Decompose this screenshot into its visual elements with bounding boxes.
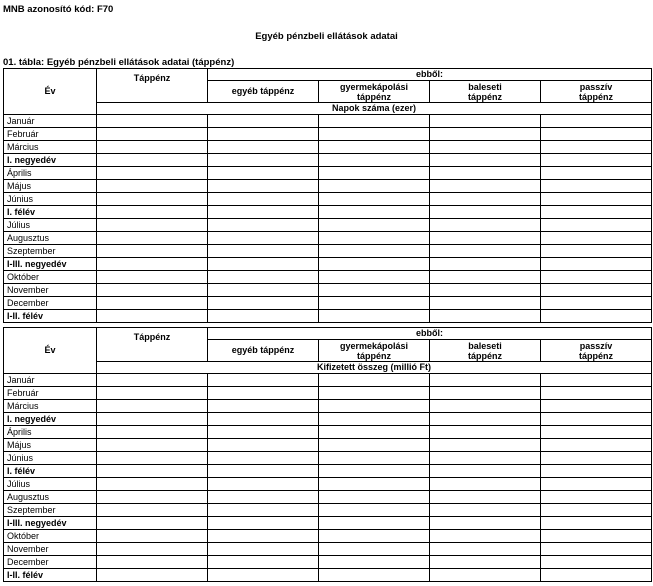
data-cell[interactable] xyxy=(319,543,430,556)
data-cell[interactable] xyxy=(208,504,319,517)
col-header-passziv: passzív táppénz xyxy=(541,340,652,362)
data-cell[interactable] xyxy=(319,115,430,128)
data-cell[interactable] xyxy=(208,167,319,180)
data-cell[interactable] xyxy=(541,154,652,167)
row-label: I-III. negyedév xyxy=(4,517,97,530)
data-cell[interactable] xyxy=(430,569,541,582)
col-header-baleseti: baleseti táppénz xyxy=(430,340,541,362)
table-row xyxy=(4,452,652,465)
table-row xyxy=(4,374,652,387)
data-cell[interactable] xyxy=(319,128,430,141)
data-cell[interactable] xyxy=(319,219,430,232)
data-cell[interactable] xyxy=(541,400,652,413)
row-label: Július xyxy=(4,219,97,232)
data-cell[interactable] xyxy=(319,439,430,452)
data-cell[interactable] xyxy=(208,258,319,271)
data-cell[interactable] xyxy=(97,219,208,232)
table-amount xyxy=(3,327,652,582)
row-label: I-III. negyedév xyxy=(4,258,97,271)
table-row xyxy=(4,167,652,180)
data-cell[interactable] xyxy=(541,517,652,530)
data-cell[interactable] xyxy=(541,284,652,297)
data-cell[interactable] xyxy=(430,258,541,271)
data-cell[interactable] xyxy=(97,141,208,154)
col-header-ev: Év xyxy=(4,69,97,115)
data-cell[interactable] xyxy=(430,439,541,452)
data-cell[interactable] xyxy=(319,271,430,284)
data-cell[interactable] xyxy=(208,297,319,310)
col-header-gyermek: gyermekápolási táppénz xyxy=(319,81,430,103)
table-row xyxy=(4,569,652,582)
row-label: I-II. félév xyxy=(4,310,97,323)
table-row xyxy=(4,387,652,400)
row-label: Március xyxy=(4,400,97,413)
data-cell[interactable] xyxy=(319,310,430,323)
data-cell[interactable] xyxy=(208,310,319,323)
col-header-ev: Év xyxy=(4,328,97,374)
data-cell[interactable] xyxy=(319,154,430,167)
data-cell[interactable] xyxy=(97,387,208,400)
data-cell[interactable] xyxy=(430,297,541,310)
data-cell[interactable] xyxy=(97,271,208,284)
data-cell[interactable] xyxy=(541,478,652,491)
data-cell[interactable] xyxy=(319,569,430,582)
data-cell[interactable] xyxy=(208,439,319,452)
table-row xyxy=(4,491,652,504)
data-cell[interactable] xyxy=(97,465,208,478)
row-label: November xyxy=(4,284,97,297)
data-cell[interactable] xyxy=(97,439,208,452)
data-cell[interactable] xyxy=(430,452,541,465)
table-row xyxy=(4,530,652,543)
data-cell[interactable] xyxy=(541,258,652,271)
table-row xyxy=(4,180,652,193)
col-header-egyeb: egyéb táppénz xyxy=(208,340,319,362)
data-cell[interactable] xyxy=(430,491,541,504)
data-cell[interactable] xyxy=(319,556,430,569)
col-header-gyermek: gyermekápolási táppénz xyxy=(319,340,430,362)
row-label: Augusztus xyxy=(4,491,97,504)
data-cell[interactable] xyxy=(541,465,652,478)
data-cell[interactable] xyxy=(319,413,430,426)
data-cell[interactable] xyxy=(208,245,319,258)
data-cell[interactable] xyxy=(430,556,541,569)
data-cell[interactable] xyxy=(97,530,208,543)
data-cell[interactable] xyxy=(430,245,541,258)
data-cell[interactable] xyxy=(319,504,430,517)
row-label: Szeptember xyxy=(4,245,97,258)
data-cell[interactable] xyxy=(430,517,541,530)
data-cell[interactable] xyxy=(97,310,208,323)
data-cell[interactable] xyxy=(208,465,319,478)
data-cell[interactable] xyxy=(97,452,208,465)
data-cell[interactable] xyxy=(97,245,208,258)
table-body-amount xyxy=(4,328,652,582)
data-cell[interactable] xyxy=(208,115,319,128)
table-row xyxy=(4,439,652,452)
data-cell[interactable] xyxy=(319,193,430,206)
data-cell[interactable] xyxy=(430,478,541,491)
data-cell[interactable] xyxy=(208,452,319,465)
data-cell[interactable] xyxy=(208,569,319,582)
row-label: Június xyxy=(4,452,97,465)
mnb-code: MNB azonosító kód: F70 xyxy=(3,4,114,15)
row-label: Február xyxy=(4,128,97,141)
unit-label: Napok száma (ezer) xyxy=(97,103,652,115)
data-cell[interactable] xyxy=(97,413,208,426)
data-cell[interactable] xyxy=(541,193,652,206)
table-row xyxy=(4,426,652,439)
data-cell[interactable] xyxy=(430,141,541,154)
data-cell[interactable] xyxy=(208,219,319,232)
data-cell[interactable] xyxy=(208,400,319,413)
data-cell[interactable] xyxy=(541,387,652,400)
data-cell[interactable] xyxy=(97,491,208,504)
data-cell[interactable] xyxy=(97,180,208,193)
data-cell[interactable] xyxy=(97,478,208,491)
data-cell[interactable] xyxy=(97,556,208,569)
data-cell[interactable] xyxy=(208,543,319,556)
row-label: Június xyxy=(4,193,97,206)
data-cell[interactable] xyxy=(319,387,430,400)
data-cell[interactable] xyxy=(319,167,430,180)
data-cell[interactable] xyxy=(208,517,319,530)
data-cell[interactable] xyxy=(430,271,541,284)
data-cell[interactable] xyxy=(541,245,652,258)
col-header-egyeb: egyéb táppénz xyxy=(208,81,319,103)
table-days xyxy=(3,68,652,323)
data-cell[interactable] xyxy=(319,374,430,387)
data-cell[interactable] xyxy=(208,413,319,426)
table-row xyxy=(4,284,652,297)
data-cell[interactable] xyxy=(208,154,319,167)
data-cell[interactable] xyxy=(97,284,208,297)
row-label: Május xyxy=(4,180,97,193)
row-label: Július xyxy=(4,478,97,491)
table-title: 01. tábla: Egyéb pénzbeli ellátások adatai (táppénz) xyxy=(3,57,235,68)
data-cell[interactable] xyxy=(97,426,208,439)
data-cell[interactable] xyxy=(430,426,541,439)
data-cell[interactable] xyxy=(430,387,541,400)
data-cell[interactable] xyxy=(319,141,430,154)
data-cell[interactable] xyxy=(208,180,319,193)
data-cell[interactable] xyxy=(208,387,319,400)
data-cell[interactable] xyxy=(97,154,208,167)
data-cell[interactable] xyxy=(319,491,430,504)
data-cell[interactable] xyxy=(208,284,319,297)
data-cell[interactable] xyxy=(541,530,652,543)
data-cell[interactable] xyxy=(541,219,652,232)
unit-label: Kifizetett összeg (millió Ft) xyxy=(97,362,652,374)
data-cell[interactable] xyxy=(319,400,430,413)
table-body-days xyxy=(4,69,652,323)
table-row xyxy=(4,206,652,219)
data-cell[interactable] xyxy=(97,115,208,128)
data-cell[interactable] xyxy=(319,232,430,245)
table-row xyxy=(4,297,652,310)
table-row xyxy=(4,413,652,426)
col-header-ebbol: ebből: xyxy=(208,328,652,340)
data-cell[interactable] xyxy=(541,297,652,310)
table-row xyxy=(4,543,652,556)
data-cell[interactable] xyxy=(319,452,430,465)
data-cell[interactable] xyxy=(541,232,652,245)
row-label: I. negyedév xyxy=(4,413,97,426)
table-row xyxy=(4,219,652,232)
data-cell[interactable] xyxy=(319,465,430,478)
data-cell[interactable] xyxy=(208,141,319,154)
col-header-passziv: passzív táppénz xyxy=(541,81,652,103)
data-cell[interactable] xyxy=(541,504,652,517)
col-header-baleseti: baleseti táppénz xyxy=(430,81,541,103)
row-label: Április xyxy=(4,426,97,439)
row-label: I. félév xyxy=(4,206,97,219)
data-cell[interactable] xyxy=(97,297,208,310)
data-cell[interactable] xyxy=(208,478,319,491)
col-header-tappenz: Táppénz xyxy=(97,69,208,103)
table-row xyxy=(4,517,652,530)
data-cell[interactable] xyxy=(541,569,652,582)
data-cell[interactable] xyxy=(430,128,541,141)
data-cell[interactable] xyxy=(541,439,652,452)
row-label: Szeptember xyxy=(4,504,97,517)
data-cell[interactable] xyxy=(541,141,652,154)
data-cell[interactable] xyxy=(541,167,652,180)
row-label: Október xyxy=(4,530,97,543)
row-label: Március xyxy=(4,141,97,154)
data-cell[interactable] xyxy=(97,128,208,141)
data-cell[interactable] xyxy=(319,530,430,543)
table-row xyxy=(4,115,652,128)
table-row xyxy=(4,556,652,569)
data-cell[interactable] xyxy=(97,569,208,582)
data-cell[interactable] xyxy=(430,284,541,297)
data-cell[interactable] xyxy=(208,128,319,141)
data-cell[interactable] xyxy=(541,543,652,556)
data-cell[interactable] xyxy=(208,556,319,569)
data-cell[interactable] xyxy=(541,115,652,128)
data-cell[interactable] xyxy=(97,258,208,271)
data-cell[interactable] xyxy=(430,206,541,219)
data-cell[interactable] xyxy=(97,167,208,180)
table-row xyxy=(4,232,652,245)
data-cell[interactable] xyxy=(430,543,541,556)
table-row xyxy=(4,465,652,478)
data-cell[interactable] xyxy=(430,374,541,387)
data-cell[interactable] xyxy=(97,504,208,517)
row-label: December xyxy=(4,556,97,569)
table-row xyxy=(4,504,652,517)
data-cell[interactable] xyxy=(319,258,430,271)
table-row xyxy=(4,245,652,258)
data-cell[interactable] xyxy=(97,206,208,219)
data-cell[interactable] xyxy=(430,530,541,543)
data-cell[interactable] xyxy=(319,426,430,439)
row-label: Február xyxy=(4,387,97,400)
table-row xyxy=(4,271,652,284)
data-cell[interactable] xyxy=(208,232,319,245)
data-cell[interactable] xyxy=(97,400,208,413)
data-cell[interactable] xyxy=(97,374,208,387)
row-label: Október xyxy=(4,271,97,284)
data-cell[interactable] xyxy=(541,128,652,141)
data-cell[interactable] xyxy=(430,167,541,180)
row-label: Május xyxy=(4,439,97,452)
col-header-tappenz: Táppénz xyxy=(97,328,208,362)
data-cell[interactable] xyxy=(430,180,541,193)
row-label: December xyxy=(4,297,97,310)
data-cell[interactable] xyxy=(319,206,430,219)
data-cell[interactable] xyxy=(208,206,319,219)
table-row xyxy=(4,193,652,206)
data-cell[interactable] xyxy=(430,154,541,167)
table-row xyxy=(4,154,652,167)
data-cell[interactable] xyxy=(208,193,319,206)
row-label: Január xyxy=(4,115,97,128)
table-row xyxy=(4,128,652,141)
data-cell[interactable] xyxy=(208,271,319,284)
data-cell[interactable] xyxy=(541,374,652,387)
data-cell[interactable] xyxy=(430,115,541,128)
data-cell[interactable] xyxy=(319,297,430,310)
data-cell[interactable] xyxy=(541,426,652,439)
data-cell[interactable] xyxy=(541,180,652,193)
data-cell[interactable] xyxy=(97,193,208,206)
data-cell[interactable] xyxy=(319,245,430,258)
data-cell[interactable] xyxy=(541,556,652,569)
table-row xyxy=(4,141,652,154)
data-cell[interactable] xyxy=(430,400,541,413)
row-label: Április xyxy=(4,167,97,180)
data-cell[interactable] xyxy=(319,180,430,193)
data-cell[interactable] xyxy=(541,310,652,323)
row-label: I. negyedév xyxy=(4,154,97,167)
data-cell[interactable] xyxy=(430,465,541,478)
data-cell[interactable] xyxy=(97,543,208,556)
row-label: Január xyxy=(4,374,97,387)
row-label: I-II. félév xyxy=(4,569,97,582)
data-cell[interactable] xyxy=(319,478,430,491)
data-cell[interactable] xyxy=(541,413,652,426)
row-label: Augusztus xyxy=(4,232,97,245)
data-cell[interactable] xyxy=(541,271,652,284)
table-row xyxy=(4,310,652,323)
table-row xyxy=(4,478,652,491)
data-cell[interactable] xyxy=(430,232,541,245)
data-cell[interactable] xyxy=(319,284,430,297)
table-row xyxy=(4,258,652,271)
data-cell[interactable] xyxy=(430,219,541,232)
data-cell[interactable] xyxy=(541,491,652,504)
row-label: I. félév xyxy=(4,465,97,478)
data-cell[interactable] xyxy=(208,491,319,504)
col-header-ebbol: ebből: xyxy=(208,69,652,81)
row-label: November xyxy=(4,543,97,556)
data-cell[interactable] xyxy=(97,232,208,245)
document-title: Egyéb pénzbeli ellátások adatai xyxy=(255,31,398,42)
data-cell[interactable] xyxy=(430,413,541,426)
data-cell[interactable] xyxy=(319,517,430,530)
data-cell[interactable] xyxy=(541,452,652,465)
data-cell[interactable] xyxy=(97,517,208,530)
data-cell[interactable] xyxy=(430,310,541,323)
data-cell[interactable] xyxy=(208,426,319,439)
data-cell[interactable] xyxy=(541,206,652,219)
data-cell[interactable] xyxy=(430,193,541,206)
data-cell[interactable] xyxy=(208,374,319,387)
data-cell[interactable] xyxy=(430,504,541,517)
table-row xyxy=(4,400,652,413)
data-cell[interactable] xyxy=(208,530,319,543)
